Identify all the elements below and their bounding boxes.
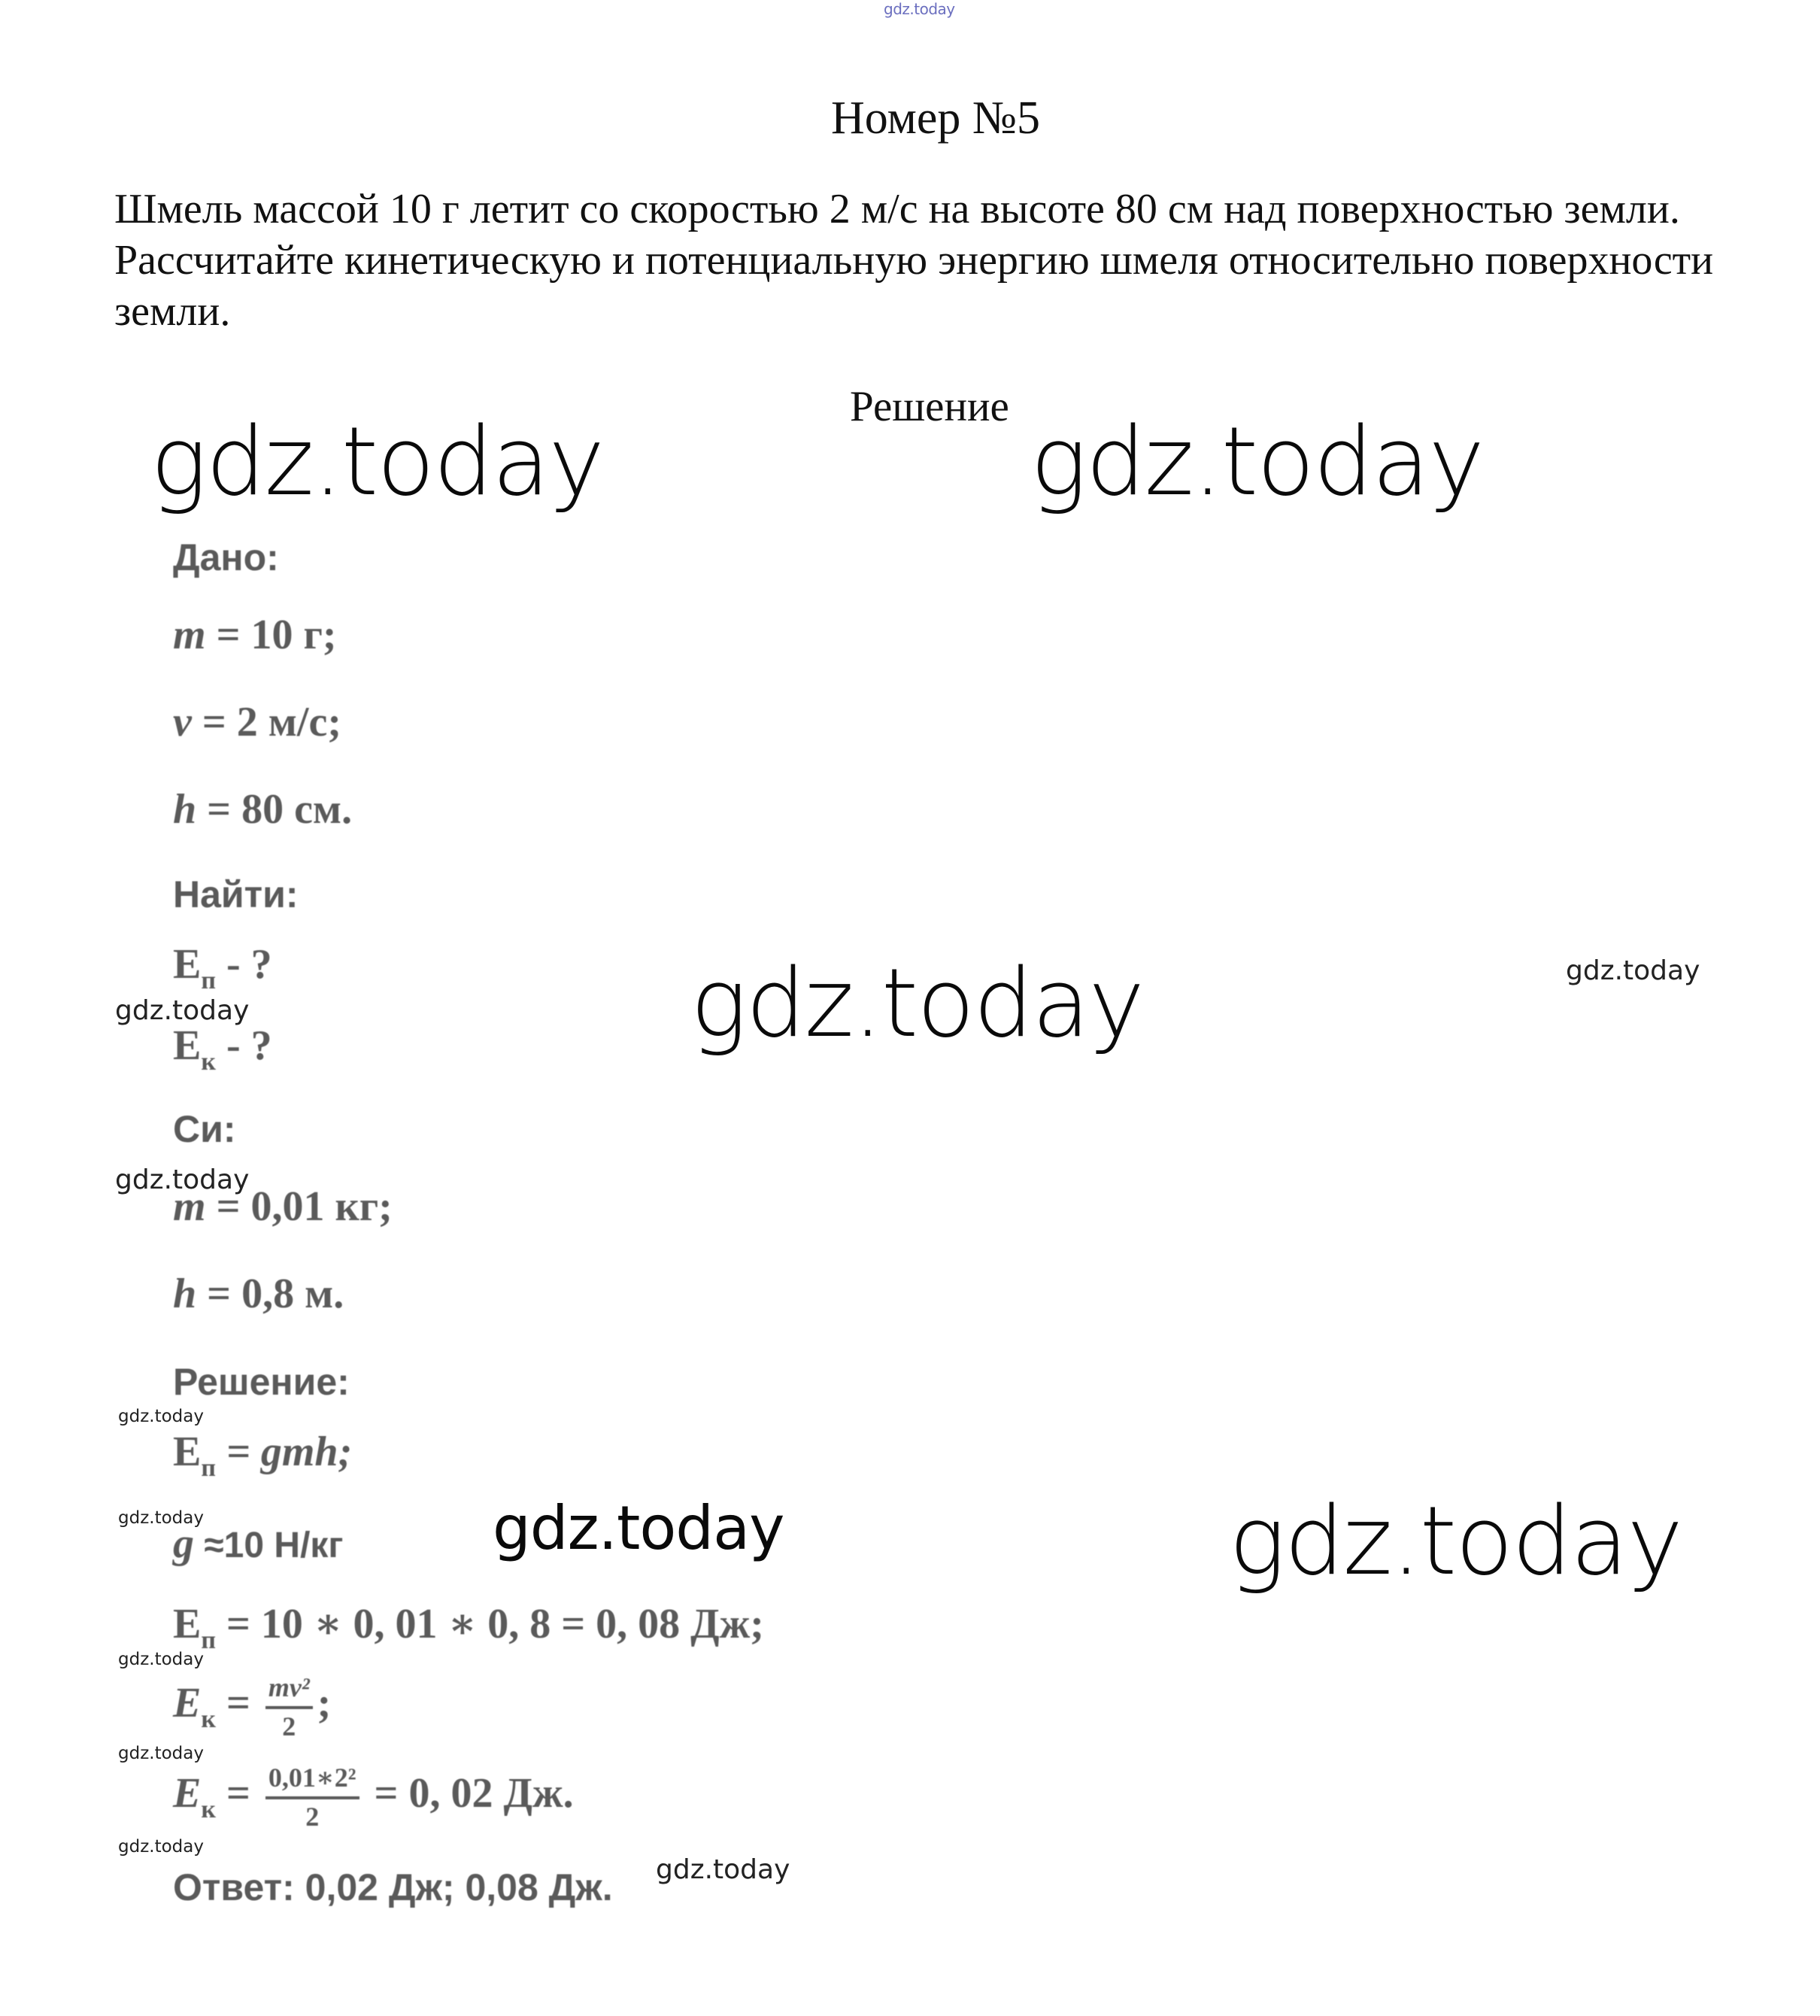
watermark-top: gdz.today bbox=[884, 0, 955, 18]
formula-kinetic-energy bbox=[173, 1671, 331, 1742]
watermark-big-1: gdz.today bbox=[150, 406, 604, 517]
solution-label: Решение: bbox=[173, 1361, 350, 1403]
watermark-big-3: gdz.today bbox=[690, 948, 1144, 1058]
given-height bbox=[173, 785, 352, 833]
find-ek-base: E bbox=[173, 1022, 202, 1069]
si-mass-variable: m bbox=[173, 1183, 206, 1230]
find-ek-rest: - ? bbox=[215, 1022, 272, 1069]
f5-eq: = bbox=[215, 1769, 261, 1817]
f3-base: E bbox=[173, 1601, 202, 1647]
f4-sub: к bbox=[201, 1705, 216, 1733]
f4-eq: = bbox=[215, 1679, 261, 1726]
find-ep-rest: - ? bbox=[215, 941, 272, 988]
f2-rest: ≈10 Н/кг bbox=[194, 1526, 344, 1565]
f1-rest: = gmh; bbox=[215, 1429, 353, 1475]
page-title: Номер №5 bbox=[831, 93, 1041, 144]
f5-end: = 0, 02 Дж. bbox=[363, 1769, 574, 1817]
watermark-small-right: gdz.today bbox=[1566, 955, 1700, 986]
watermark-tiny-1: gdz.today bbox=[118, 1407, 204, 1426]
watermark-medium: gdz.today bbox=[493, 1493, 784, 1563]
given-mass bbox=[173, 611, 337, 659]
watermark-tiny-3: gdz.today bbox=[118, 1650, 204, 1669]
f5-base: E bbox=[173, 1769, 202, 1817]
find-ek-sub: к bbox=[201, 1048, 216, 1076]
f4-base: E bbox=[173, 1679, 202, 1726]
solution-heading: Решение bbox=[850, 383, 1009, 430]
f1-sub: п bbox=[201, 1454, 216, 1482]
watermark-small-left-1: gdz.today bbox=[115, 995, 250, 1026]
f5-fraction bbox=[265, 1762, 359, 1832]
given-label: Дано: bbox=[173, 536, 279, 578]
given-velocity bbox=[173, 698, 341, 746]
watermark-tiny-2: gdz.today bbox=[118, 1508, 204, 1528]
si-height-variable: h bbox=[173, 1271, 197, 1317]
f4-numerator: mv² bbox=[265, 1671, 313, 1709]
formula-gravity bbox=[173, 1520, 343, 1568]
mass-value: = 10 г; bbox=[205, 612, 337, 658]
f2-var: g bbox=[173, 1520, 194, 1567]
watermark-small-left-2: gdz.today bbox=[115, 1164, 250, 1195]
find-ep-sub: п bbox=[201, 967, 216, 994]
formula-potential-calc bbox=[173, 1599, 764, 1655]
si-label: Си: bbox=[173, 1108, 236, 1150]
height-value: = 80 см. bbox=[196, 786, 353, 833]
si-mass-value: = 0,01 кг; bbox=[205, 1183, 393, 1230]
watermark-big-2: gdz.today bbox=[1030, 406, 1484, 517]
find-kinetic-energy bbox=[173, 1022, 272, 1076]
find-potential-energy bbox=[173, 940, 272, 995]
watermark-big-4: gdz.today bbox=[1229, 1486, 1682, 1596]
height-variable: h bbox=[173, 786, 197, 833]
problem-statement: Шмель массой 10 г летит со скоростью 2 м/с на высоте 80 см над поверхностью земли. Рассчитайте кинетическую и потенциальную энергию шмеля относительно поверхности земли. bbox=[114, 186, 1714, 335]
si-height-value: = 0,8 м. bbox=[196, 1271, 344, 1317]
f4-fraction bbox=[265, 1671, 313, 1742]
f3-rest: = 10 ∗ 0, 01 ∗ 0, 8 = 0, 08 Дж; bbox=[215, 1601, 764, 1647]
answer: Ответ: 0,02 Дж; 0,08 Дж. bbox=[173, 1866, 613, 1908]
watermark-tiny-5: gdz.today bbox=[118, 1837, 204, 1857]
si-mass bbox=[173, 1183, 393, 1231]
f1-base: E bbox=[173, 1429, 202, 1475]
watermark-tiny-4: gdz.today bbox=[118, 1744, 204, 1763]
find-ep-base: E bbox=[173, 941, 202, 988]
find-label: Найти: bbox=[173, 873, 299, 915]
velocity-variable: v bbox=[173, 699, 192, 745]
f4-end: ; bbox=[317, 1679, 332, 1726]
f5-denominator: 2 bbox=[305, 1802, 320, 1832]
f5-sub: к bbox=[201, 1795, 216, 1823]
watermark-small-bottom: gdz.today bbox=[656, 1854, 790, 1885]
si-height bbox=[173, 1270, 344, 1318]
velocity-value: = 2 м/с; bbox=[191, 699, 341, 745]
mass-variable: m bbox=[173, 612, 206, 658]
formula-potential-energy bbox=[173, 1428, 352, 1483]
f4-denominator: 2 bbox=[282, 1711, 296, 1741]
f3-sub: п bbox=[201, 1626, 216, 1654]
f5-numerator: 0,01∗2² bbox=[265, 1762, 359, 1799]
formula-kinetic-calc bbox=[173, 1762, 574, 1832]
